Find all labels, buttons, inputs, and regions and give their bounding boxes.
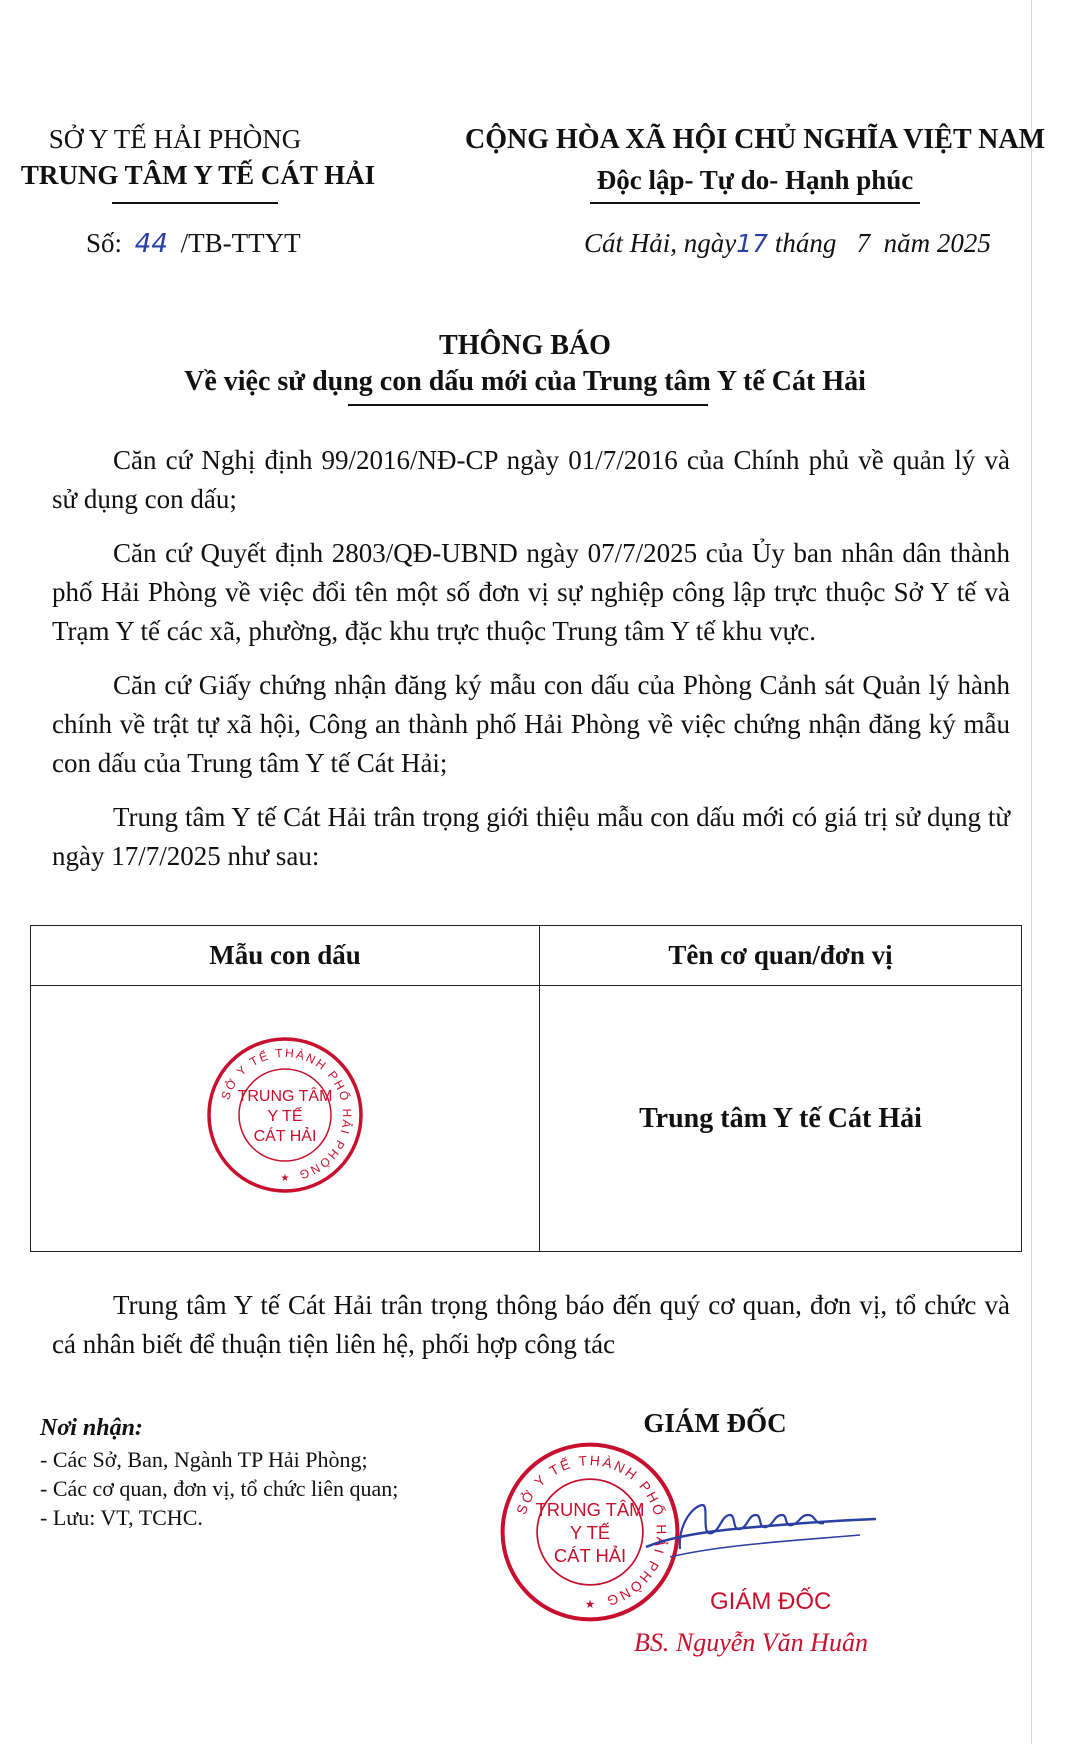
paragraph-1: Căn cứ Nghị định 99/2016/NĐ-CP ngày 01/7/2016 của Chính phủ về quản lý và sử dụng con dấu; — [52, 445, 1010, 514]
stamp-role-label: GIÁM ĐỐC — [710, 1588, 832, 1615]
stamp-star-icon: ★ — [280, 1173, 290, 1184]
subtitle-underline — [348, 404, 708, 406]
recipient-item: - Các cơ quan, đơn vị, tổ chức liên quan; — [40, 1476, 399, 1501]
stamp-sample-cell — [31, 986, 540, 1252]
sig-stamp-line-3: CÁT HẢI — [553, 1544, 627, 1566]
motto-underline — [590, 202, 920, 204]
org-parent: SỞ Y TẾ HẢI PHÒNG — [48, 124, 302, 154]
stamp-table — [30, 925, 1022, 1252]
column-header-unit: Tên cơ quan/đơn vị — [540, 926, 1022, 986]
unit-name-cell: Trung tâm Y tế Cát Hải — [540, 986, 1022, 1252]
sig-stamp-line-1: TRUNG TÂM — [535, 1498, 645, 1520]
motto: Độc lập- Tự do- Hạnh phúc — [596, 165, 914, 195]
handwritten-signature — [640, 1485, 880, 1575]
table-header-row — [31, 926, 1022, 986]
date-prefix: Cát Hải, ngày — [584, 228, 737, 258]
scan-edge-line — [1031, 0, 1032, 1744]
date-suffix: tháng 7 năm 2025 — [774, 228, 991, 258]
document-subtitle: Về việc sử dụng con dấu mới của Trung tâm Y tế Cát Hải — [184, 366, 866, 397]
signer-name: BS. Nguyễn Văn Huân — [634, 1628, 868, 1657]
document-title: THÔNG BÁO — [439, 330, 611, 361]
stamp-line-2: Y TẾ — [267, 1108, 303, 1125]
doc-number-prefix: Số: — [86, 228, 123, 258]
org-name: TRUNG TÂM Y TẾ CÁT HẢI — [20, 160, 376, 190]
column-header-stamp: Mẫu con dấu — [31, 926, 540, 986]
doc-number-handwritten: 44 — [134, 229, 168, 259]
stamp-ring-text: SỞ Y TẾ THÀNH PHỐ HẢI PHÒNG — [218, 1045, 355, 1183]
recipients-title: Nơi nhận: — [40, 1415, 143, 1441]
country-name: CỘNG HÒA XÃ HỘI CHỦ NGHĨA VIỆT NAM — [464, 124, 1046, 155]
recipient-item: - Các Sở, Ban, Ngành TP Hải Phòng; — [40, 1447, 368, 1472]
doc-number-suffix: /TB-TTYT — [180, 228, 301, 258]
official-stamp — [205, 1035, 365, 1195]
sig-stamp-star-icon: ★ — [584, 1596, 596, 1611]
document-number — [86, 228, 301, 259]
paragraph-4: Trung tâm Y tế Cát Hải trân trọng giới thiệu mẫu con dấu mới có giá trị sử dụng từ ngày 17/7/2025 như sau: — [52, 802, 1010, 871]
signature-role: GIÁM ĐỐC — [643, 1408, 787, 1438]
stamp-line-3: CÁT HẢI — [253, 1128, 317, 1145]
table-row — [31, 986, 1022, 1252]
document-date — [584, 228, 991, 259]
closing-paragraph: Trung tâm Y tế Cát Hải trân trọng thông báo đến quý cơ quan, đơn vị, tổ chức và cá nhân biết để thuận tiện liên hệ, phối hợp công tác — [52, 1290, 1010, 1359]
org-underline — [112, 202, 278, 204]
sig-stamp-line-2: Y TẾ — [569, 1521, 611, 1543]
sig-stamp-ring-text: SỞ Y TẾ THÀNH PHỐ HẢI PHÒNG — [513, 1453, 669, 1609]
date-day-handwritten: 17 — [736, 229, 769, 258]
paragraph-2: Căn cứ Quyết định 2803/QĐ-UBND ngày 07/7/2025 của Ủy ban nhân dân thành phố Hải Phòng về việc đổi tên một số đơn vị sự nghiệp công lập trực thuộc Sở Y tế và Trạm Y tế các xã, phường, đặc khu trực thuộc Trung tâm Y tế khu vực. — [52, 538, 1010, 646]
stamp-line-1: TRUNG TÂM — [237, 1088, 333, 1105]
paragraph-3: Căn cứ Giấy chứng nhận đăng ký mẫu con dấu của Phòng Cảnh sát Quản lý hành chính về trật tự xã hội, Công an thành phố Hải Phòng về việc chứng nhận đăng ký mẫu con dấu của Trung tâm Y tế Cát Hải; — [52, 670, 1010, 778]
recipient-item: - Lưu: VT, TCHC. — [40, 1505, 203, 1530]
